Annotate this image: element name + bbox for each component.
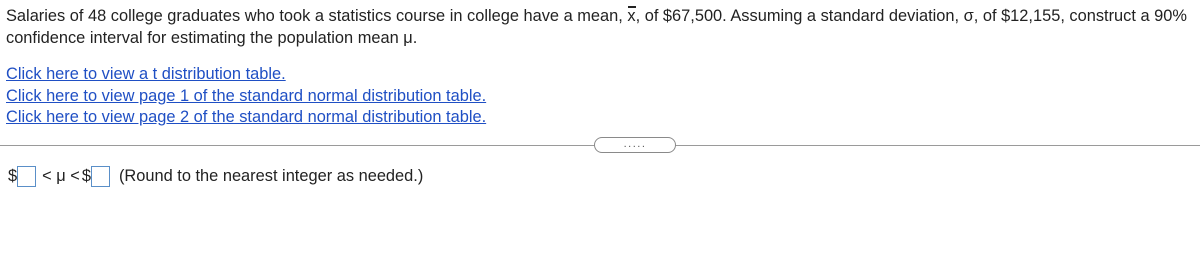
sample-mean-symbol: x: [627, 7, 636, 25]
normal-table-page-2-link[interactable]: Click here to view page 2 of the standard normal distribution table.: [6, 108, 487, 126]
dollar-sign-lower: $: [8, 166, 18, 185]
question-text-part-2: , of $67,500. Assuming a standard deviation, σ, of $12,155, construct a 90% confidence interval for estimating the population mean μ.: [6, 7, 1187, 47]
question-text: [6, 5, 1191, 49]
normal-table-page-1-link[interactable]: Click here to view page 1 of the standard normal distribution table.: [6, 86, 487, 105]
upper-bound-input[interactable]: [91, 166, 110, 187]
t-distribution-table-link[interactable]: Click here to view a t distribution table.: [6, 65, 286, 83]
divider-expand-handle[interactable]: .....: [594, 137, 676, 153]
dollar-sign-upper: $: [81, 166, 91, 185]
rounding-hint: (Round to the nearest integer as needed.): [118, 166, 424, 185]
lower-bound-input[interactable]: [17, 166, 36, 187]
inequality-label: < μ <: [42, 166, 80, 185]
reference-links: [6, 64, 486, 129]
answer-row: [8, 164, 423, 188]
question-text-part-1: Salaries of 48 college graduates who took a statistics course in college have a mean,: [6, 7, 628, 25]
